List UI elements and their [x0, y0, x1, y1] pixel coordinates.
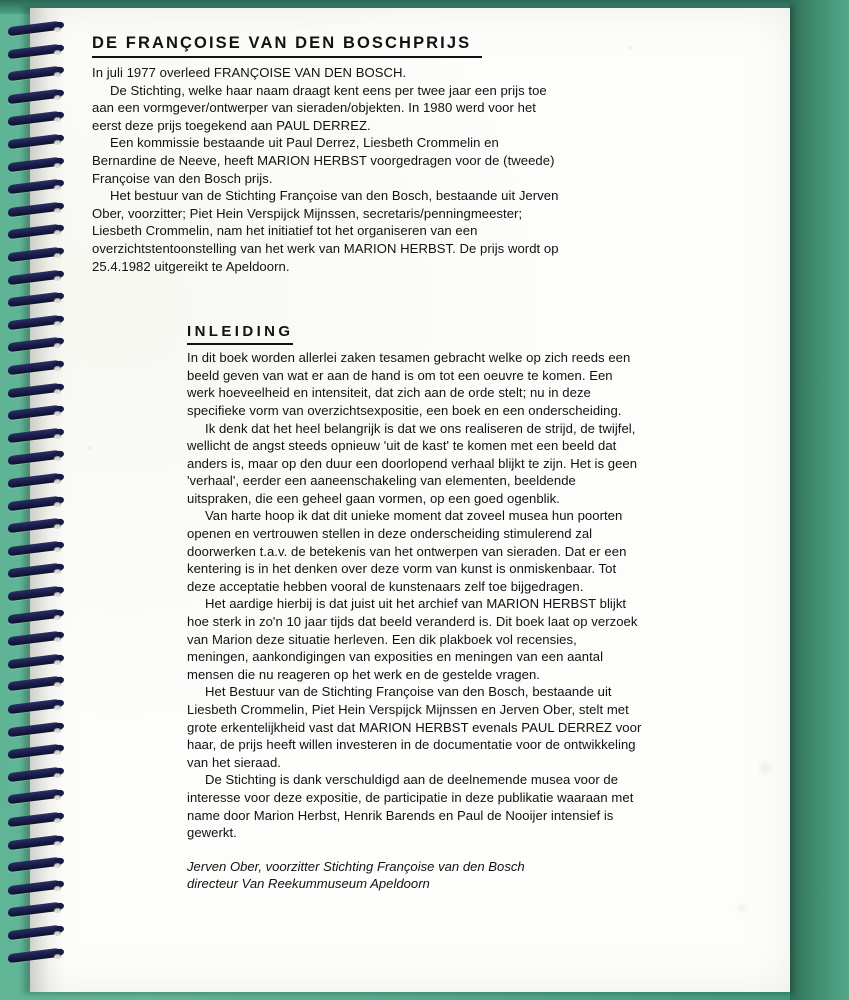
paragraph-intro-1: In dit boek worden allerlei zaken tesamen gebracht welke op zich reeds een beeld geven van wat er aan de hand is om tot een oeuvre te komen. Een werk hoeveelheid en intensiteit, dat zich aan de orde stelt; nu in deze specifieke vorm van overzichtsexpositie, een boek en een onderscheiding. — [187, 350, 631, 418]
binding-hole — [54, 569, 61, 574]
binding-coil — [8, 541, 60, 556]
binding-coil — [8, 880, 60, 895]
binding-coil — [8, 744, 60, 759]
binding-coil — [8, 111, 60, 126]
binding-coil — [8, 382, 60, 397]
binding-hole — [54, 502, 61, 507]
binding-hole — [54, 660, 61, 665]
binding-hole — [54, 728, 61, 733]
binding-hole — [54, 343, 61, 348]
binding-hole — [54, 908, 61, 913]
binding-hole — [54, 863, 61, 868]
binding-hole — [54, 615, 61, 620]
binding-hole — [54, 682, 61, 687]
binding-coil — [8, 563, 60, 578]
binding-hole — [54, 72, 61, 77]
binding-coil — [8, 179, 60, 194]
binding-coil — [8, 337, 60, 352]
page-title: DE FRANÇOISE VAN DEN BOSCHPRIJS — [92, 34, 482, 58]
binding-coil — [8, 360, 60, 375]
binding-hole — [54, 456, 61, 461]
binding-coil — [8, 812, 60, 827]
binding-hole — [54, 705, 61, 710]
binding-hole — [54, 253, 61, 258]
binding-hole — [54, 208, 61, 213]
section-introduction — [187, 297, 657, 893]
binding-hole — [54, 163, 61, 168]
binding-hole — [54, 773, 61, 778]
paragraph-prize-1: In juli 1977 overleed FRANÇOISE VAN DEN BOSCH. — [92, 65, 407, 80]
section-prize — [92, 64, 692, 275]
paragraph-prize-3: Een kommissie bestaande uit Paul Derrez, Liesbeth Crommelin en Bernardine de Neeve, heeft MARION HERBST voorgedragen voor de (tweede) Françoise van den Bosch prijs. — [92, 135, 555, 186]
binding-hole — [54, 637, 61, 642]
binding-coil — [8, 631, 60, 646]
binding-hole — [54, 524, 61, 529]
binding-coil — [8, 247, 60, 262]
binding-hole — [54, 50, 61, 55]
binding-coil — [8, 925, 60, 940]
binding-coil — [8, 224, 60, 239]
binding-hole — [54, 750, 61, 755]
binding-hole — [54, 276, 61, 281]
binding-hole — [54, 818, 61, 823]
binding-hole — [54, 95, 61, 100]
signature-line-2: directeur Van Reekummuseum Apeldoorn — [187, 876, 430, 892]
binding-hole — [54, 366, 61, 371]
binding-hole — [54, 795, 61, 800]
binding-coil — [8, 405, 60, 420]
binding-coil — [8, 134, 60, 149]
binding-hole — [54, 185, 61, 190]
binding-hole — [54, 479, 61, 484]
binding-coil — [8, 428, 60, 443]
binding-coil — [8, 21, 60, 36]
binding-hole — [54, 321, 61, 326]
binding-hole — [54, 230, 61, 235]
binding-coil — [8, 473, 60, 488]
paragraph-intro-4: Het aardige hierbij is dat juist uit het archief van MARION HERBST blijkt hoe sterk in zo'n 10 jaar tijds dat beeld veranderd is. Dit boek laat op verzoek van Marion deze situatie herleven. Een dik plakboek vol recensies, meningen, aankondigingen van exposities en meningen van een aantal mensen die nu reageren op het werk en de gestelde vragen. — [187, 596, 638, 682]
binding-coil — [8, 292, 60, 307]
binding-hole — [54, 117, 61, 122]
page-content — [92, 34, 692, 893]
binding-coil — [8, 676, 60, 691]
binding-coil — [8, 315, 60, 330]
binding-hole — [54, 140, 61, 145]
binding-coil — [8, 834, 60, 849]
binding-coil — [8, 518, 60, 533]
book-cover-right-edge — [790, 0, 849, 1000]
binding-hole — [54, 27, 61, 32]
binding-coil — [8, 902, 60, 917]
binding-hole — [54, 298, 61, 303]
paragraph-intro-5: Het Bestuur van de Stichting Françoise van den Bosch, bestaande uit Liesbeth Crommelin, Piet Hein Verspijck Mijnssen en Jerven Ober, stelt met grote erkentelijkheid vast dat MARION HERBST evenals PAUL DERREZ voor haar, de prijs heeft willen investeren in de documentatie voor de ontwikkeling van het sieraad. — [187, 684, 642, 770]
paragraph-prize-2: De Stichting, welke haar naam draagt kent eens per twee jaar een prijs toe aan een vormgever/ontwerper van sieraden/objekten. In 1980 werd voor het eerst deze prijs toegekend aan PAUL DERREZ. — [92, 82, 547, 133]
paragraph-prize-4: Het bestuur van de Stichting Françoise van den Bosch, bestaande uit Jerven Ober, voorzitter; Piet Hein Verspijck Mijnssen, secretaris/penningmeester; Liesbeth Crommelin, nam het initiatief tot het organiseren van een overzichtstentoonstelling van het werk van MARION HERBST. De prijs wordt op 25.4.1982 uitgereikt te Apeldoorn. — [92, 188, 559, 274]
binding-coil — [8, 450, 60, 465]
binding-coil — [8, 699, 60, 714]
signature-block — [187, 858, 657, 893]
binding-coil — [8, 66, 60, 81]
binding-coil — [8, 608, 60, 623]
binding-coil — [8, 202, 60, 217]
binding-coil — [8, 43, 60, 58]
binding-coil — [8, 89, 60, 104]
binding-coil — [8, 654, 60, 669]
paragraph-intro-2: Ik denk dat het heel belangrijk is dat we ons realiseren de strijd, de twijfel, wellicht de angst steeds opnieuw 'uit de kast' te komen met een beeld dat anders is, maar op den duur een doorlopend verhaal blijkt te zijn. Het is geen 'verhaal', eerder een aaneenschakeling van elementen, beeldende uitspraken, die een geheel gaan vormen, op een goed ogenblik. — [187, 420, 638, 506]
binding-hole — [54, 954, 61, 959]
binding-hole — [54, 931, 61, 936]
binding-coil — [8, 767, 60, 782]
signature-line-1: Jerven Ober, voorzitter Stichting Françoise van den Bosch — [187, 858, 525, 874]
binding-hole — [54, 411, 61, 416]
binding-coil — [8, 586, 60, 601]
binding-coil — [8, 947, 60, 962]
binding-hole — [54, 841, 61, 846]
binding-coil — [8, 269, 60, 284]
wire-o-binding — [8, 20, 66, 980]
binding-hole — [54, 434, 61, 439]
binding-hole — [54, 389, 61, 394]
binding-coil — [8, 857, 60, 872]
binding-coil — [8, 721, 60, 736]
section-heading-inleiding: INLEIDING — [187, 323, 293, 345]
paragraph-intro-6: De Stichting is dank verschuldigd aan de deelnemende musea voor de interesse voor deze expositie, de participatie in deze publikatie waaraan met name door Marion Herbst, Henrik Barends en Paul de Nooijer intensief is gewerkt. — [187, 772, 634, 841]
binding-hole — [54, 547, 61, 552]
binding-coil — [8, 495, 60, 510]
binding-coil — [8, 789, 60, 804]
binding-hole — [54, 592, 61, 597]
paragraph-intro-3: Van harte hoop ik dat dit unieke moment dat zoveel musea hun poorten openen en vertrouwen stellen in deze onderscheiding stimulerend zal doorwerken t.a.v. de betekenis van het ontwerpen van sieraden. Dat er een kentering is in het denken over deze vorm van kunst is onmiskenbaar. Tot deze acceptatie hebben vooral de kunstenaars zelf toe bijgedragen. — [187, 508, 627, 594]
binding-hole — [54, 886, 61, 891]
binding-coil — [8, 156, 60, 171]
